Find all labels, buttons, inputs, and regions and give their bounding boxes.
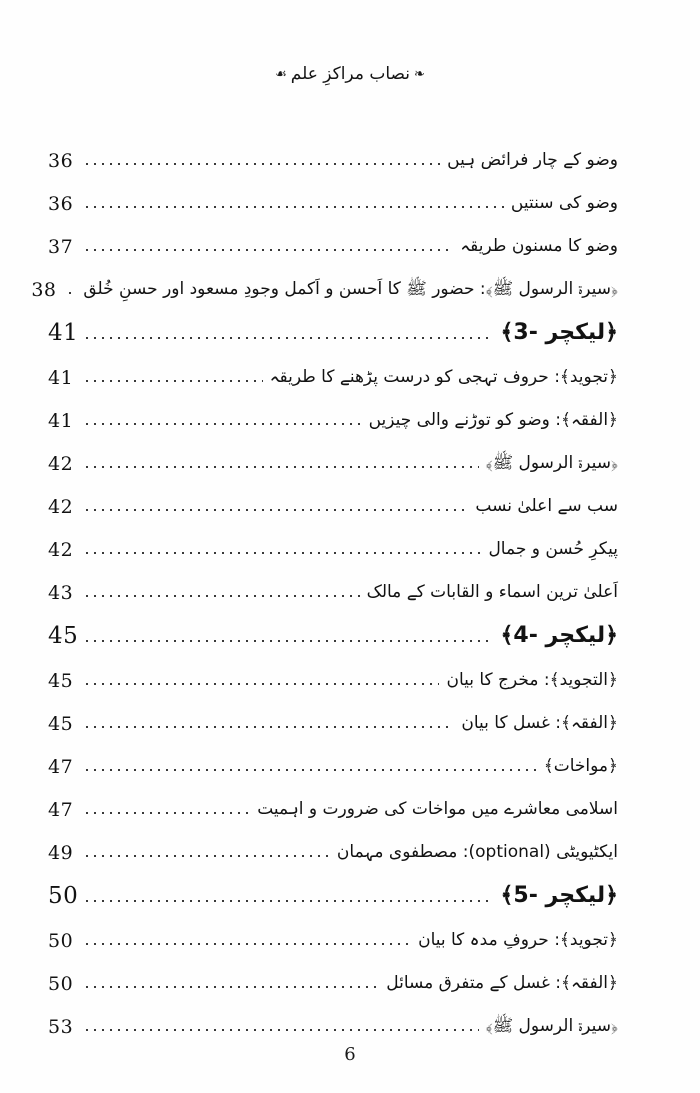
toc-page-number: 45 bbox=[48, 670, 74, 692]
toc-entry-title: اَعلیٰ ترین اسماء و القابات کے مالک bbox=[366, 582, 618, 603]
dot-leader bbox=[83, 675, 439, 689]
toc-entry-title: وضو کا مسنون طریقہ bbox=[460, 236, 618, 257]
toc-page-number: 45 bbox=[48, 713, 74, 735]
toc-page-number: 50 bbox=[48, 883, 79, 909]
toc-entry-title: اسلامی معاشرے میں مواخات کی ضرورت و اہمیت bbox=[257, 799, 618, 820]
dot-leader bbox=[83, 761, 537, 775]
toc-row[interactable] bbox=[48, 908, 618, 951]
toc-entry-title: ﴿سیرۃ الرسول ﷺ﴾: حضور ﷺ کا اَحسن و اَکمل وجودِ مسعود اور حسنِ خُلق bbox=[83, 279, 618, 300]
toc-page-number: 50 bbox=[48, 930, 74, 952]
toc-page-number: 37 bbox=[48, 236, 74, 258]
toc-entry-title: ﴿سیرۃ الرسول ﷺ﴾ bbox=[485, 453, 618, 474]
toc-page-number: 47 bbox=[48, 756, 74, 778]
toc-section-row[interactable] bbox=[48, 863, 618, 908]
toc-page-number: 41 bbox=[48, 410, 74, 432]
ornament-left-icon: ❧ bbox=[413, 67, 425, 82]
toc-page-number: 47 bbox=[48, 799, 74, 821]
dot-leader bbox=[83, 241, 453, 255]
toc-page-number: 42 bbox=[48, 453, 74, 475]
toc-entry-title: ایکٹیویٹی (optional): مصطفوی مہمان bbox=[336, 842, 618, 863]
toc-entry-title: وضو کی سنتیں bbox=[510, 193, 618, 214]
toc-row[interactable] bbox=[48, 345, 618, 388]
dot-leader bbox=[83, 632, 493, 646]
toc-row[interactable] bbox=[48, 691, 618, 734]
toc-page-number: 41 bbox=[48, 320, 79, 346]
toc-entry-title: ﴿الفقہ﴾: غسل کا بیان bbox=[461, 713, 618, 734]
page-folio: 6 bbox=[344, 1044, 356, 1065]
toc-row[interactable] bbox=[48, 171, 618, 214]
dot-leader bbox=[83, 978, 379, 992]
toc-page-number: 36 bbox=[48, 150, 74, 172]
toc-page-number: 53 bbox=[48, 1016, 74, 1038]
table-of-contents bbox=[31, 128, 618, 1038]
dot-leader bbox=[83, 544, 481, 558]
toc-row[interactable] bbox=[48, 128, 618, 171]
toc-entry-title: وضو کے چار فرائض ہیں bbox=[447, 150, 618, 171]
toc-row[interactable] bbox=[48, 431, 618, 474]
toc-entry-title: ﴿الفقہ﴾: غسل کے متفرق مسائل bbox=[386, 973, 618, 994]
toc-row[interactable] bbox=[48, 517, 618, 560]
dot-leader bbox=[83, 1021, 479, 1035]
toc-row[interactable] bbox=[48, 951, 618, 994]
running-header bbox=[0, 64, 700, 84]
toc-row[interactable] bbox=[48, 820, 618, 863]
toc-page-number: 49 bbox=[48, 842, 74, 864]
dot-leader bbox=[83, 372, 263, 386]
toc-row[interactable] bbox=[48, 474, 618, 517]
dot-leader bbox=[66, 284, 76, 298]
toc-entry-title: ﴿تجوید﴾: حروفِ مدہ کا بیان bbox=[418, 930, 618, 951]
toc-section-row[interactable] bbox=[48, 300, 618, 345]
toc-page-number: 43 bbox=[48, 582, 74, 604]
toc-row[interactable] bbox=[48, 388, 618, 431]
toc-entry-title: سب سے اعلیٰ نسب bbox=[475, 496, 618, 517]
toc-page-number: 50 bbox=[48, 973, 74, 995]
dot-leader bbox=[83, 198, 504, 212]
dot-leader bbox=[83, 415, 362, 429]
toc-row[interactable] bbox=[48, 648, 618, 691]
dot-leader bbox=[83, 501, 468, 515]
dot-leader bbox=[83, 892, 493, 906]
toc-row[interactable] bbox=[48, 734, 618, 777]
toc-row[interactable] bbox=[48, 560, 618, 603]
toc-section-row[interactable] bbox=[48, 603, 618, 648]
toc-page-number: 45 bbox=[48, 623, 79, 649]
toc-entry-title: ﴿لیکچر -5﴾ bbox=[500, 882, 618, 908]
toc-page-number: 42 bbox=[48, 496, 74, 518]
dot-leader bbox=[83, 329, 493, 343]
dot-leader bbox=[83, 587, 360, 601]
toc-page-number: 42 bbox=[48, 539, 74, 561]
toc-entry-title: ﴿لیکچر -3﴾ bbox=[500, 319, 618, 345]
toc-entry-title: ﴿التجوید﴾: مخرج کا بیان bbox=[446, 670, 618, 691]
toc-row[interactable] bbox=[48, 994, 618, 1037]
toc-entry-title: ﴿الفقہ﴾: وضو کو توڑنے والی چیزیں bbox=[368, 410, 618, 431]
toc-entry-title: ﴿سیرۃ الرسول ﷺ﴾ bbox=[485, 1016, 618, 1037]
dot-leader bbox=[83, 458, 479, 472]
ornament-right-icon: ☙ bbox=[275, 67, 287, 82]
toc-row[interactable] bbox=[48, 777, 618, 820]
toc-entry-title: ﴿مواخات﴾ bbox=[543, 756, 618, 777]
dot-leader bbox=[83, 935, 411, 949]
toc-page-number: 41 bbox=[48, 367, 74, 389]
dot-leader bbox=[83, 847, 330, 861]
dot-leader bbox=[83, 155, 440, 169]
toc-page-number: 36 bbox=[48, 193, 74, 215]
dot-leader bbox=[83, 804, 250, 818]
toc-entry-title: ﴿تجوید﴾: حروف تہجی کو درست پڑھنے کا طریقہ bbox=[269, 367, 618, 388]
toc-page-number: 38 bbox=[31, 279, 57, 301]
running-header-title: نصاب مراکزِ علم bbox=[290, 64, 410, 84]
toc-row[interactable] bbox=[48, 214, 618, 257]
toc-entry-title: پیکرِ حُسن و جمال bbox=[488, 539, 618, 560]
dot-leader bbox=[83, 718, 454, 732]
toc-entry-title: ﴿لیکچر -4﴾ bbox=[500, 622, 618, 648]
toc-row[interactable] bbox=[31, 257, 618, 301]
